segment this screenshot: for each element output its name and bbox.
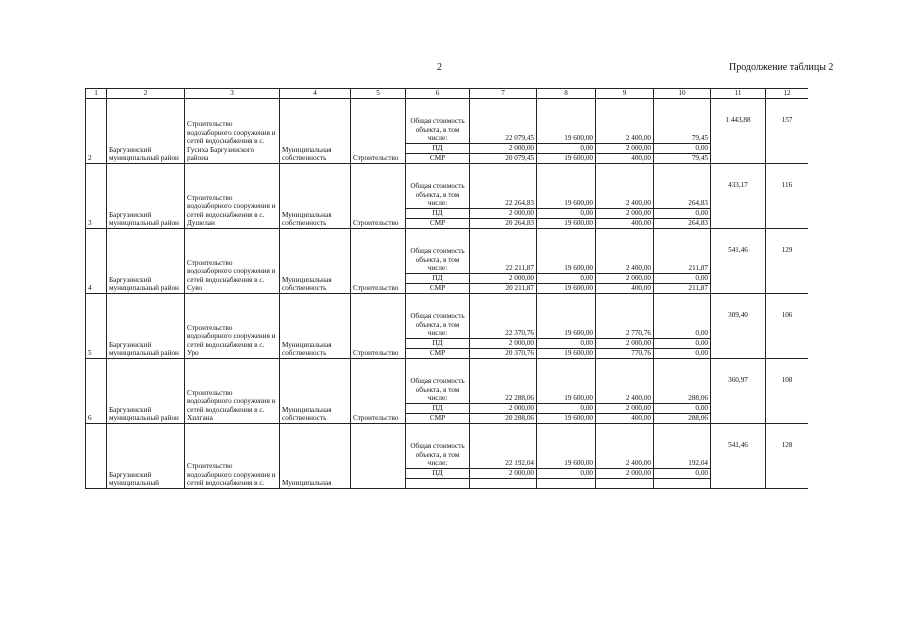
value-cell: 22 079,45 xyxy=(470,99,537,144)
value-cell: 19 600,00 xyxy=(537,219,596,229)
work-type-cell: Строительство xyxy=(351,99,406,164)
table-row xyxy=(86,424,809,469)
row-number-cell: 6 xyxy=(86,359,107,424)
row-number-cell: 3 xyxy=(86,164,107,229)
work-type-cell: Строительство xyxy=(351,294,406,359)
cost-label-cell: ПД xyxy=(406,209,470,219)
value-cell: 19 600,00 xyxy=(537,294,596,339)
value-cell: 192,04 xyxy=(654,424,711,469)
value-cell: 0,00 xyxy=(537,274,596,284)
column-header: 7 xyxy=(470,89,537,99)
data-table xyxy=(85,88,808,489)
value-cell: 400,00 xyxy=(596,154,654,164)
cost-label-cell: СМР xyxy=(406,219,470,229)
value-cell: 20 370,76 xyxy=(470,349,537,359)
value-cell: 264,83 xyxy=(654,164,711,209)
cost-label-cell: Общая стоимость объекта, в том числе: xyxy=(406,424,470,469)
value-cell: 20 288,06 xyxy=(470,414,537,424)
object-name-cell: Строительство водозаборного сооружения и сетей водоснабжения в с. Душелан xyxy=(185,164,280,229)
cost-label-cell: ПД xyxy=(406,469,470,479)
value-cell xyxy=(537,479,596,489)
work-type-cell: Строительство xyxy=(351,359,406,424)
value-cell: 0,00 xyxy=(537,144,596,154)
value-cell: 22 264,83 xyxy=(470,164,537,209)
value-cell: 19 600,00 xyxy=(537,284,596,294)
column-11-cell: 541,46 xyxy=(711,229,766,294)
table-viewport xyxy=(85,88,808,566)
ownership-cell: Муниципальная собственность xyxy=(280,294,351,359)
value-cell: 2 000,00 xyxy=(470,209,537,219)
value-cell: 400,00 xyxy=(596,284,654,294)
value-cell: 2 000,00 xyxy=(470,144,537,154)
value-cell: 19 600,00 xyxy=(537,359,596,404)
value-cell: 79,45 xyxy=(654,99,711,144)
value-cell: 211,87 xyxy=(654,229,711,274)
value-cell: 19 600,00 xyxy=(537,164,596,209)
value-cell xyxy=(596,479,654,489)
column-11-cell: 309,40 xyxy=(711,294,766,359)
column-header: 2 xyxy=(107,89,185,99)
value-cell: 19 600,00 xyxy=(537,349,596,359)
region-cell: Баргузинский муниципальный район xyxy=(107,359,185,424)
work-type-cell: Строительство xyxy=(351,164,406,229)
value-cell: 2 000,00 xyxy=(596,339,654,349)
ownership-cell: Муниципальная xyxy=(280,424,351,489)
table-row xyxy=(86,99,809,144)
value-cell: 0,00 xyxy=(654,274,711,284)
column-11-cell: 1 443,88 xyxy=(711,99,766,164)
value-cell: 22 370,76 xyxy=(470,294,537,339)
value-cell: 22 192,04 xyxy=(470,424,537,469)
row-number-cell: 5 xyxy=(86,294,107,359)
value-cell: 770,76 xyxy=(596,349,654,359)
column-11-cell: 433,17 xyxy=(711,164,766,229)
region-cell: Баргузинский муниципальный район xyxy=(107,229,185,294)
cost-label-cell: СМР xyxy=(406,284,470,294)
work-type-cell: Строительство xyxy=(351,229,406,294)
value-cell: 0,00 xyxy=(654,294,711,339)
column-header: 6 xyxy=(406,89,470,99)
object-name-cell: Строительство водозаборного сооружения и сетей водоснабжения в с. xyxy=(185,424,280,489)
cost-label-cell: ПД xyxy=(406,144,470,154)
value-cell: 19 600,00 xyxy=(537,229,596,274)
object-name-cell: Строительство водозаборного сооружения и сетей водоснабжения в с. Хилгана xyxy=(185,359,280,424)
value-cell: 22 211,87 xyxy=(470,229,537,274)
value-cell: 0,00 xyxy=(537,404,596,414)
table-continuation-caption: Продолжение таблицы 2 xyxy=(729,62,834,73)
column-12-cell: 128 xyxy=(766,424,809,489)
object-name-cell: Строительство водозаборного сооружения и сетей водоснабжения в с. Суво xyxy=(185,229,280,294)
value-cell: 20 211,87 xyxy=(470,284,537,294)
value-cell xyxy=(470,479,537,489)
value-cell: 0,00 xyxy=(654,339,711,349)
column-header: 5 xyxy=(351,89,406,99)
value-cell: 19 600,00 xyxy=(537,154,596,164)
column-header: 8 xyxy=(537,89,596,99)
cost-label-cell: СМР xyxy=(406,154,470,164)
cost-label-cell xyxy=(406,479,470,489)
column-11-cell: 541,46 xyxy=(711,424,766,489)
column-header: 11 xyxy=(711,89,766,99)
table-row xyxy=(86,359,809,404)
ownership-cell: Муниципальная собственность xyxy=(280,99,351,164)
value-cell: 0,00 xyxy=(654,469,711,479)
value-cell: 0,00 xyxy=(654,349,711,359)
cost-label-cell: Общая стоимость объекта, в том числе: xyxy=(406,164,470,209)
cost-label-cell: Общая стоимость объекта, в том числе: xyxy=(406,294,470,339)
row-number-cell: 4 xyxy=(86,229,107,294)
value-cell: 288,06 xyxy=(654,359,711,404)
table-row xyxy=(86,229,809,274)
value-cell: 0,00 xyxy=(654,209,711,219)
value-cell: 2 400,00 xyxy=(596,164,654,209)
value-cell: 0,00 xyxy=(537,209,596,219)
value-cell: 2 000,00 xyxy=(470,339,537,349)
column-header: 10 xyxy=(654,89,711,99)
table-row xyxy=(86,164,809,209)
column-header: 4 xyxy=(280,89,351,99)
region-cell: Баргузинский муниципальный район xyxy=(107,164,185,229)
cost-label-cell: Общая стоимость объекта, в том числе: xyxy=(406,229,470,274)
value-cell: 2 400,00 xyxy=(596,359,654,404)
column-header: 3 xyxy=(185,89,280,99)
value-cell: 2 400,00 xyxy=(596,229,654,274)
value-cell: 19 600,00 xyxy=(537,424,596,469)
object-name-cell: Строительство водозаборного сооружения и сетей водоснабжения в с. Гусиха Баргузинского района xyxy=(185,99,280,164)
cost-label-cell: ПД xyxy=(406,274,470,284)
value-cell: 0,00 xyxy=(654,144,711,154)
page-number: 2 xyxy=(437,62,442,73)
column-number-row xyxy=(86,89,809,99)
column-11-cell: 360,97 xyxy=(711,359,766,424)
ownership-cell: Муниципальная собственность xyxy=(280,164,351,229)
value-cell: 79,45 xyxy=(654,154,711,164)
work-type-cell xyxy=(351,424,406,489)
value-cell: 0,00 xyxy=(537,339,596,349)
value-cell: 400,00 xyxy=(596,219,654,229)
value-cell: 2 400,00 xyxy=(596,99,654,144)
column-header: 9 xyxy=(596,89,654,99)
column-header: 1 xyxy=(86,89,107,99)
cost-label-cell: Общая стоимость объекта, в том числе: xyxy=(406,359,470,404)
value-cell: 19 600,00 xyxy=(537,414,596,424)
column-12-cell: 116 xyxy=(766,164,809,229)
value-cell: 20 079,45 xyxy=(470,154,537,164)
region-cell: Баргузинский муниципальный район xyxy=(107,294,185,359)
cost-label-cell: Общая стоимость объекта, в том числе: xyxy=(406,99,470,144)
region-cell: Баргузинский муниципальный xyxy=(107,424,185,489)
value-cell: 2 770,76 xyxy=(596,294,654,339)
value-cell: 2 000,00 xyxy=(470,404,537,414)
value-cell: 288,06 xyxy=(654,414,711,424)
column-12-cell: 157 xyxy=(766,99,809,164)
value-cell: 2 000,00 xyxy=(470,274,537,284)
value-cell: 264,83 xyxy=(654,219,711,229)
value-cell: 0,00 xyxy=(537,469,596,479)
row-number-cell: 2 xyxy=(86,99,107,164)
value-cell: 400,00 xyxy=(596,414,654,424)
column-12-cell: 129 xyxy=(766,229,809,294)
value-cell: 2 000,00 xyxy=(596,274,654,284)
ownership-cell: Муниципальная собственность xyxy=(280,359,351,424)
value-cell: 2 000,00 xyxy=(596,404,654,414)
table-row xyxy=(86,294,809,339)
value-cell: 2 400,00 xyxy=(596,424,654,469)
value-cell: 211,87 xyxy=(654,284,711,294)
cost-label-cell: ПД xyxy=(406,339,470,349)
value-cell xyxy=(654,479,711,489)
region-cell: Баргузинский муниципальный район xyxy=(107,99,185,164)
column-12-cell: 106 xyxy=(766,294,809,359)
value-cell: 2 000,00 xyxy=(596,209,654,219)
value-cell: 0,00 xyxy=(654,404,711,414)
row-number-cell xyxy=(86,424,107,489)
value-cell: 2 000,00 xyxy=(596,469,654,479)
column-12-cell: 108 xyxy=(766,359,809,424)
value-cell: 22 288,06 xyxy=(470,359,537,404)
cost-label-cell: СМР xyxy=(406,349,470,359)
value-cell: 2 000,00 xyxy=(470,469,537,479)
cost-label-cell: СМР xyxy=(406,414,470,424)
value-cell: 20 264,83 xyxy=(470,219,537,229)
object-name-cell: Строительство водозаборного сооружения и сетей водоснабжения в с. Уро xyxy=(185,294,280,359)
value-cell: 2 000,00 xyxy=(596,144,654,154)
value-cell: 19 600,00 xyxy=(537,99,596,144)
column-header: 12 xyxy=(766,89,809,99)
ownership-cell: Муниципальная собственность xyxy=(280,229,351,294)
cost-label-cell: ПД xyxy=(406,404,470,414)
